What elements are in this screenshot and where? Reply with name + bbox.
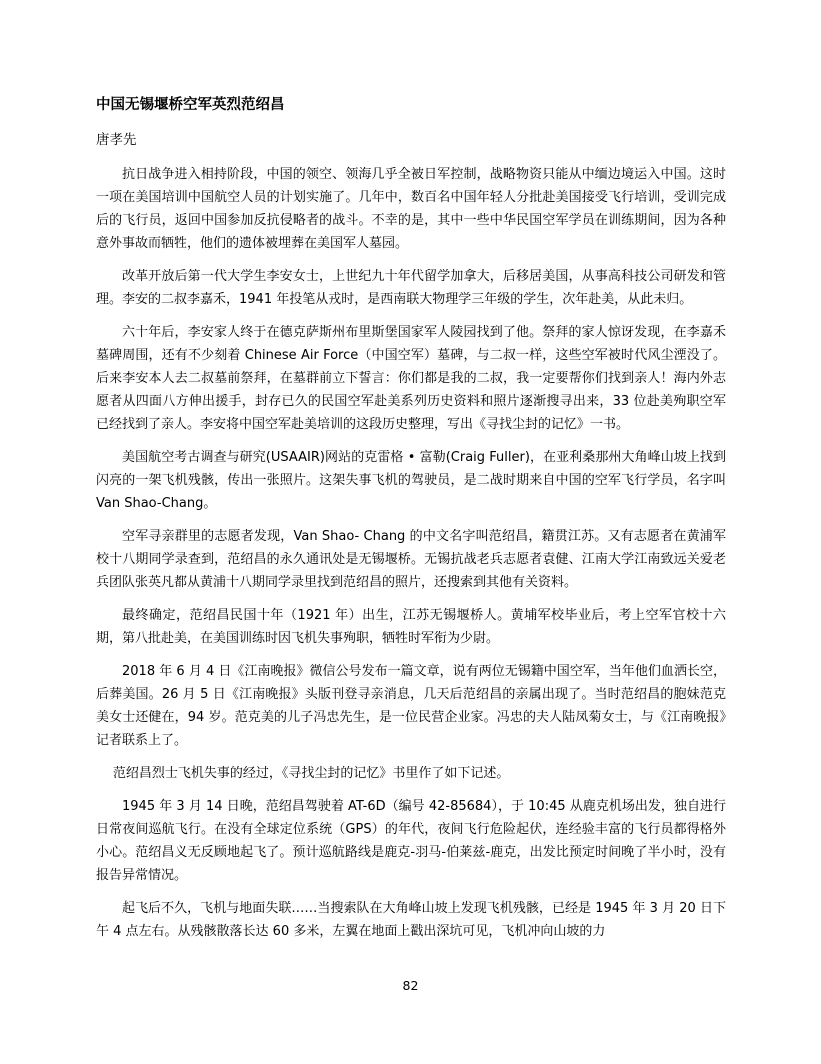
paragraph-2: 改革开放后第一代大学生李安女士，上世纪九十年代留学加拿大，后移居美国，从事高科技公司研发和管理。李安的二叔李嘉禾，1941 年投笔从戎时，是西南联大物理学三年级的学生，次年赴美，从此未归。 [96, 269, 726, 307]
paragraph-10: 起飞后不久，飞机与地面失联……当搜索队在大角峰山坡上发现飞机残骸，已经是 1945 年 3 月 20 日下午 4 点左右。从残骸散落长达 60 多米，左翼在地面上戳出深坑可见，飞机冲向山坡的力 [96, 901, 726, 939]
article-title: 中国无锡堰桥空军英烈范绍昌 [96, 97, 285, 113]
paragraph-3: 六十年后，李安家人终于在德克萨斯州布里斯堡国家军人陵园找到了他。祭拜的家人惊讶发现，在李嘉禾墓碑周围，还有不少刻着 Chinese Air Force（中国空军）墓碑，与二叔一样，这些空军被时代风尘湮没了。后来李安本人去二叔墓前祭拜，在墓群前立下誓言：你们都是我的二叔，我一定要帮你们找到亲人！海内外志愿者从四面八方伸出援手，封存已久的民国空军赴美系列历史资料和照片逐渐搜寻出来，33 位赴美殉职空军已经找到了亲人。李安将中国空军赴美培训的这段历史整理，写出《寻找尘封的记忆》一书。 [96, 325, 726, 432]
paragraph-8: 范绍昌烈士飞机失事的经过，《寻找尘封的记忆》书里作了如下记述。 [112, 766, 510, 781]
paragraph-9: 1945 年 3 月 14 日晚，范绍昌驾驶着 AT-6D（编号 42-85684），于 10:45 从鹿克机场出发，独自进行日常夜间巡航飞行。在没有全球定位系统（GPS）的年代，夜间飞行危险起伏，连经验丰富的飞行员都得格外小心。范绍昌义无反顾地起飞了。预计巡航路线是鹿克-羽马-伯莱兹-鹿克，出发比预定时间晚了半小时，没有报告异常情况。 [96, 799, 726, 883]
paragraph-4: 美国航空考古调查与研究(USAAIR)网站的克雷格 • 富勒(Craig Fuller)，在亚利桑那州大角峰山坡上找到闪亮的一架飞机残骸，传出一张照片。这架失事飞机的驾驶员，是二战时期来自中国的空军飞行学员，名字叫 Van Shao-Chang。 [96, 450, 726, 511]
paragraph-1: 抗日战争进入相持阶段，中国的领空、领海几乎全被日军控制，战略物资只能从中缅边境运入中国。这时一项在美国培训中国航空人员的计划实施了。几年中，数百名中国年轻人分批赴美国接受飞行培训，受训完成后的飞行员，返回中国参加反抗侵略者的战斗。不幸的是，其中一些中华民国空军学员在训练期间，因为各种意外事故而牺牲，他们的遗体被埋葬在美国军人墓园。 [96, 167, 726, 251]
article-author: 唐孝先 [96, 132, 137, 148]
paragraph-5: 空军寻亲群里的志愿者发现，Van Shao- Chang 的中文名字叫范绍昌，籍贯江苏。又有志愿者在黄浦军校十八期同学录查到，范绍昌的永久通讯处是无锡堰桥。无锡抗战老兵志愿者袁健、江南大学江南致远关爱老兵团队张英凡都从黄浦十八期同学录里找到范绍昌的照片，还搜索到其他有关资料。 [96, 529, 726, 590]
page-number: 82 [402, 978, 419, 993]
paragraph-6: 最终确定，范绍昌民国十年（1921 年）出生，江苏无锡堰桥人。黄埔军校毕业后，考上空军官校十六期，第八批赴美，在美国训练时因飞机失事殉职，牺牲时军衔为少尉。 [96, 608, 726, 646]
paragraph-7: 2018 年 6 月 4 日《江南晚报》微信公号发布一篇文章，说有两位无锡籍中国空军，当年他们血洒长空，后葬美国。26 月 5 日《江南晚报》头版刊登寻亲消息，几天后范绍昌的亲属出现了。当时范绍昌的胞妹范克美女士还健在，94 岁。范克美的儿子冯忠先生，是一位民营企业家。冯忠的夫人陆凤菊女士，与《江南晚报》记者联系上了。 [96, 664, 726, 748]
document-page [96, 94, 726, 953]
